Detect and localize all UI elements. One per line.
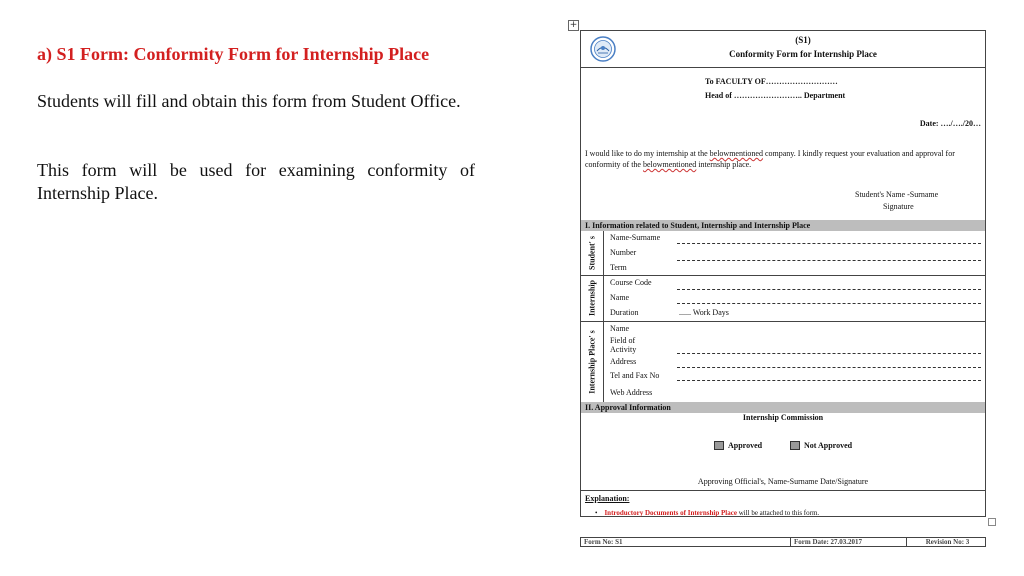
field-web-address: Web Address — [610, 388, 653, 397]
slide-paragraph-2: This form will be used for examining conformity of Internship Place. — [37, 160, 475, 203]
field-duration: Duration — [610, 308, 639, 317]
student-group — [581, 231, 985, 276]
dashed-line — [677, 289, 981, 290]
explanation-bullet: • Introductory Documents of Internship Place will be attached to this form. — [595, 509, 820, 517]
form-code: (S1) — [795, 35, 811, 45]
head-of-department: Head of …………………….. Department — [705, 91, 846, 100]
checkbox-icon — [714, 441, 724, 450]
field-name-surname: Name-Surname — [610, 233, 661, 242]
request-text: I would like to do my internship at the belowmentioned company. I kindly request your evaluation and approval for conformity of the belowmentioned internship place. — [585, 149, 955, 169]
explanation-label: Explanation: — [585, 494, 630, 503]
internship-group — [581, 275, 985, 322]
table-move-handle-icon[interactable]: + — [569, 20, 578, 30]
divider — [581, 490, 985, 491]
approved-checkbox[interactable]: Approved — [714, 441, 762, 450]
internship-commission: Internship Commission — [742, 413, 824, 422]
not-approved-checkbox[interactable]: Not Approved — [790, 441, 852, 450]
form-footer — [580, 537, 986, 547]
student-name-label: Student's Name -Surname — [855, 190, 939, 199]
field-internship-name: Name — [610, 293, 630, 302]
resize-handle-icon[interactable] — [988, 518, 996, 526]
dashed-line — [677, 260, 981, 261]
field-address: Address — [610, 357, 637, 366]
date-field: Date: …./…./20… — [919, 119, 981, 128]
slide-paragraph-1: Students will fill and obtain this form from Student Office. — [37, 91, 461, 111]
student-group-label: Student' s — [581, 231, 604, 275]
field-number: Number — [610, 248, 637, 257]
field-course-code: Course Code — [610, 278, 652, 287]
field-activity: Activity — [610, 345, 637, 354]
field-tel-fax: Tel and Fax No — [610, 371, 660, 380]
dashed-line — [677, 243, 981, 244]
section-1-bar: I. Information related to Student, Internship and Internship Place — [581, 220, 985, 231]
work-days: ...... Work Days — [679, 308, 729, 317]
section-2-bar: II. Approval Information — [581, 402, 985, 413]
form-title: Conformity Form for Internship Place — [729, 49, 877, 59]
approving-official: Approving Official's, Name-Surname Date/Signature — [697, 477, 869, 486]
dashed-line — [677, 367, 981, 368]
slide-heading: a) S1 Form: Conformity Form for Internship Place — [37, 44, 430, 64]
footer-revision: Revision No: 3 — [925, 538, 970, 546]
footer-form-no: Form No: S1 — [581, 538, 791, 546]
field-term: Term — [610, 263, 627, 272]
internship-place-group — [581, 321, 985, 403]
to-faculty: To FACULTY OF……………………… — [705, 77, 838, 86]
internship-place-group-label: Internship Place' s — [581, 321, 604, 402]
internship-group-label: Internship — [581, 275, 604, 321]
dashed-line — [677, 303, 981, 304]
field-of-activity: Field of — [610, 336, 636, 345]
checkbox-icon — [790, 441, 800, 450]
footer-form-date: Form Date: 27.03.2017 — [791, 538, 907, 546]
divider — [581, 67, 985, 68]
s1-form — [580, 30, 986, 517]
field-place-name: Name — [610, 324, 630, 333]
dashed-line — [677, 353, 981, 354]
signature-label: Signature — [883, 202, 914, 211]
dashed-line — [677, 380, 981, 381]
